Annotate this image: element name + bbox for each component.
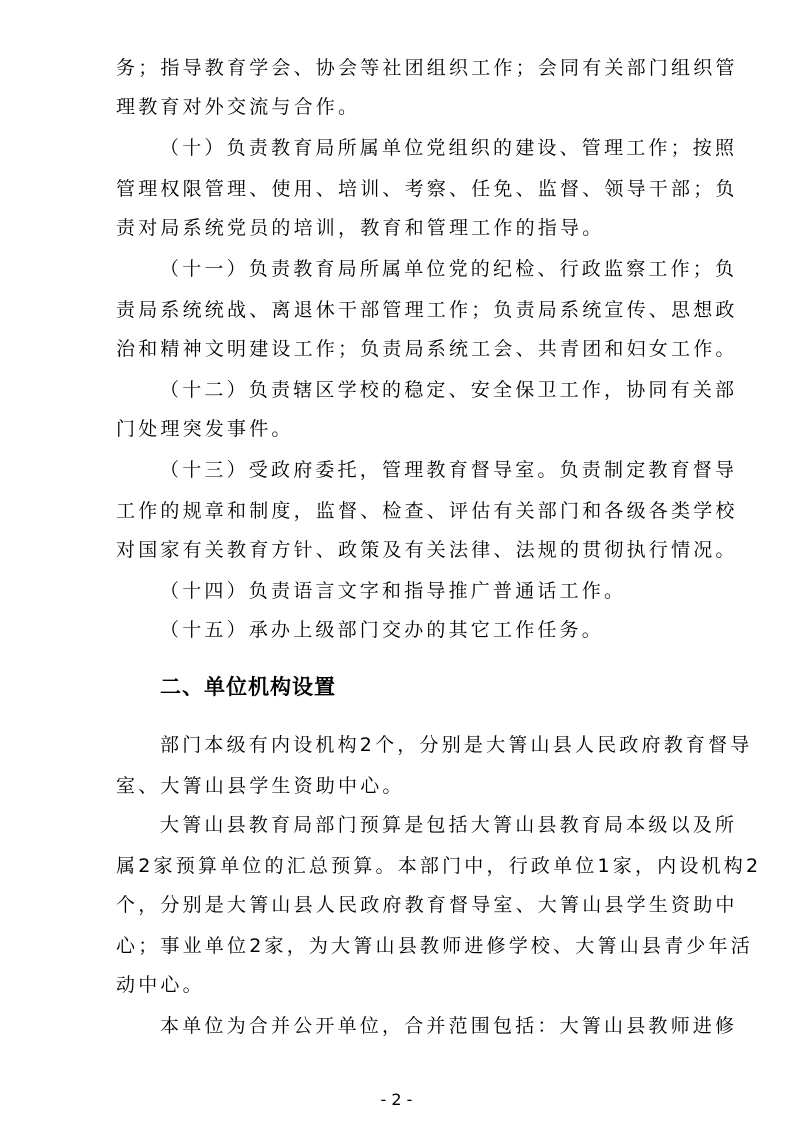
body-line: （十）负责教育局所属单位党组织的建设、管理工作；按照 [160, 137, 738, 159]
body-line: （十一）负责教育局所属单位党的纪检、行政监察工作；负 [160, 258, 738, 280]
body-line: 动中心。 [116, 974, 205, 996]
body-line: 理教育对外交流与合作。 [116, 96, 361, 118]
body-line: 管理权限管理、使用、培训、考察、任免、监督、领导干部；负 [116, 178, 738, 200]
section-heading: 二、单位机构设置 [160, 675, 336, 699]
body-line: （十四）负责语言文字和指导推广普通话工作。 [160, 580, 627, 602]
body-line: 治和精神文明建设工作；负责局系统工会、共青团和妇女工作。 [116, 338, 738, 360]
body-line: 责局系统统战、离退休干部管理工作；负责局系统宣传、思想政 [116, 299, 738, 321]
body-line: （十五）承办上级部门交办的其它工作任务。 [160, 619, 605, 641]
body-line: 门处理突发事件。 [116, 418, 294, 440]
body-line: 心；事业单位2家，为大箐山县教师进修学校、大箐山县青少年活 [116, 935, 753, 957]
page-number: - 2 - [380, 1090, 413, 1109]
body-line: 大箐山县教育局部门预算是包括大箐山县教育局本级以及所 [160, 814, 738, 836]
body-line: 对国家有关教育方针、政策及有关法律、法规的贯彻执行情况。 [116, 539, 738, 561]
body-line: 本单位为合并公开单位，合并范围包括：大箐山县教师进修 [160, 1015, 738, 1037]
body-line: 个，分别是大箐山县人民政府教育督导室、大箐山县学生资助中 [116, 894, 738, 916]
body-line: （十二）负责辖区学校的稳定、安全保卫工作，协同有关部 [160, 379, 738, 401]
body-line: 责对局系统党员的培训，教育和管理工作的指导。 [116, 217, 605, 239]
body-line: 部门本级有内设机构2个，分别是大箐山县人民政府教育督导 [160, 734, 753, 756]
body-line: （十三）受政府委托，管理教育督导室。负责制定教育督导 [160, 459, 738, 481]
body-line: 工作的规章和制度，监督、检查、评估有关部门和各级各类学校 [116, 500, 738, 522]
body-line: 室、大箐山县学生资助中心。 [116, 775, 405, 797]
body-line: 属2家预算单位的汇总预算。本部门中，行政单位1家，内设机构2 [116, 855, 762, 877]
body-line: 务；指导教育学会、协会等社团组织工作；会同有关部门组织管 [116, 57, 738, 79]
